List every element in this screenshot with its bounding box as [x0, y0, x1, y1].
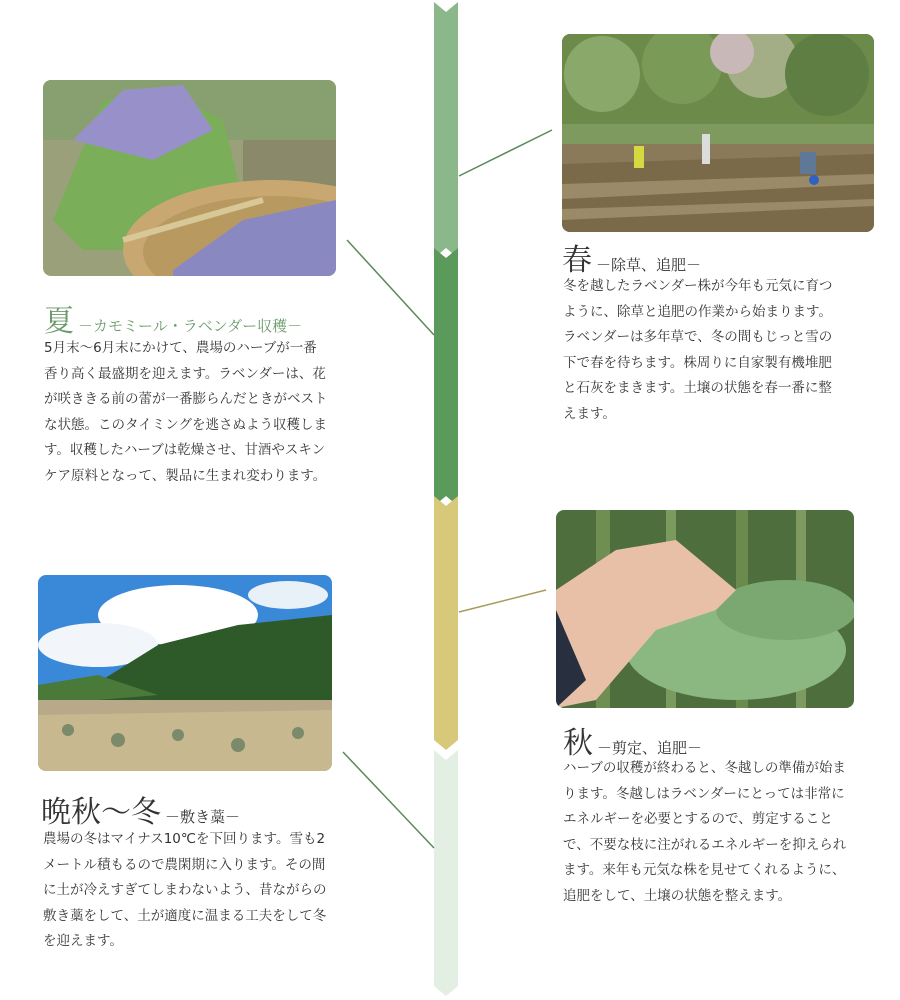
autumn-season: 秋 [563, 726, 593, 761]
winter-photo [38, 575, 332, 771]
timeline-segment-spring [434, 2, 458, 258]
summer-season: 夏 [44, 304, 74, 339]
spring-season: 春 [562, 243, 592, 278]
timeline-segment-winter [434, 750, 458, 996]
timeline-segment-summer [434, 248, 458, 506]
spring-photo [562, 34, 874, 232]
summer-photo [43, 80, 336, 276]
winter-description: 農場の冬はマイナス10℃を下回ります。雪も2メートル積もるので農閑期に入ります。その間に土が冷えすぎてしまわないよう、昔ながらの敷き藁をして、土が適度に温まる工夫をして冬を迎えます。 [43, 831, 327, 949]
connector-spring [459, 130, 552, 176]
winter-heading [41, 787, 240, 831]
summer-description: 5月末～6月末にかけて、農場のハーブが一番香り高く最盛期を迎えます。ラベンダーは、花が咲ききる前の蕾が一番膨らんだときがベストな状態。このタイミングを逃さぬよう収穫します。収穫したハーブは乾燥させ、甘酒やスキンケア原料となって、製品に生まれ変わります。 [44, 340, 328, 484]
spring-description: 冬を越したラベンダー株が今年も元気に育つように、除草と追肥の作業から始まります。ラベンダーは多年草で、冬の間もじっと雪の下で春を待ちます。株周りに自家製有機堆肥と石灰をまきます。土壌の状態を春一番に整えます。 [563, 278, 833, 422]
autumn-description: ハーブの収穫が終わると、冬越しの準備が始まります。冬越しはラベンダーにとっては非常にエネルギーを必要とするので、剪定することで、不要な枝に注がれるエネルギーを抑えられます。来年も元気な株を見せてくれるように、追肥をして、土壌の状態を整えます。 [563, 760, 847, 904]
connector-summer [347, 240, 434, 335]
autumn-photo [556, 510, 854, 708]
connector-winter [343, 752, 434, 848]
winter-subtitle: －敷き藁－ [165, 808, 241, 826]
summer-subtitle: －カモミール・ラベンダー収穫－ [78, 317, 303, 335]
winter-season: 晩秋～冬 [41, 795, 161, 830]
spring-heading [562, 235, 701, 279]
connector-autumn [459, 590, 546, 612]
spring-subtitle: －除草、追肥－ [596, 256, 702, 274]
summer-heading [44, 296, 302, 340]
autumn-subtitle: －剪定、追肥－ [597, 739, 703, 757]
timeline-segment-autumn [434, 496, 458, 750]
